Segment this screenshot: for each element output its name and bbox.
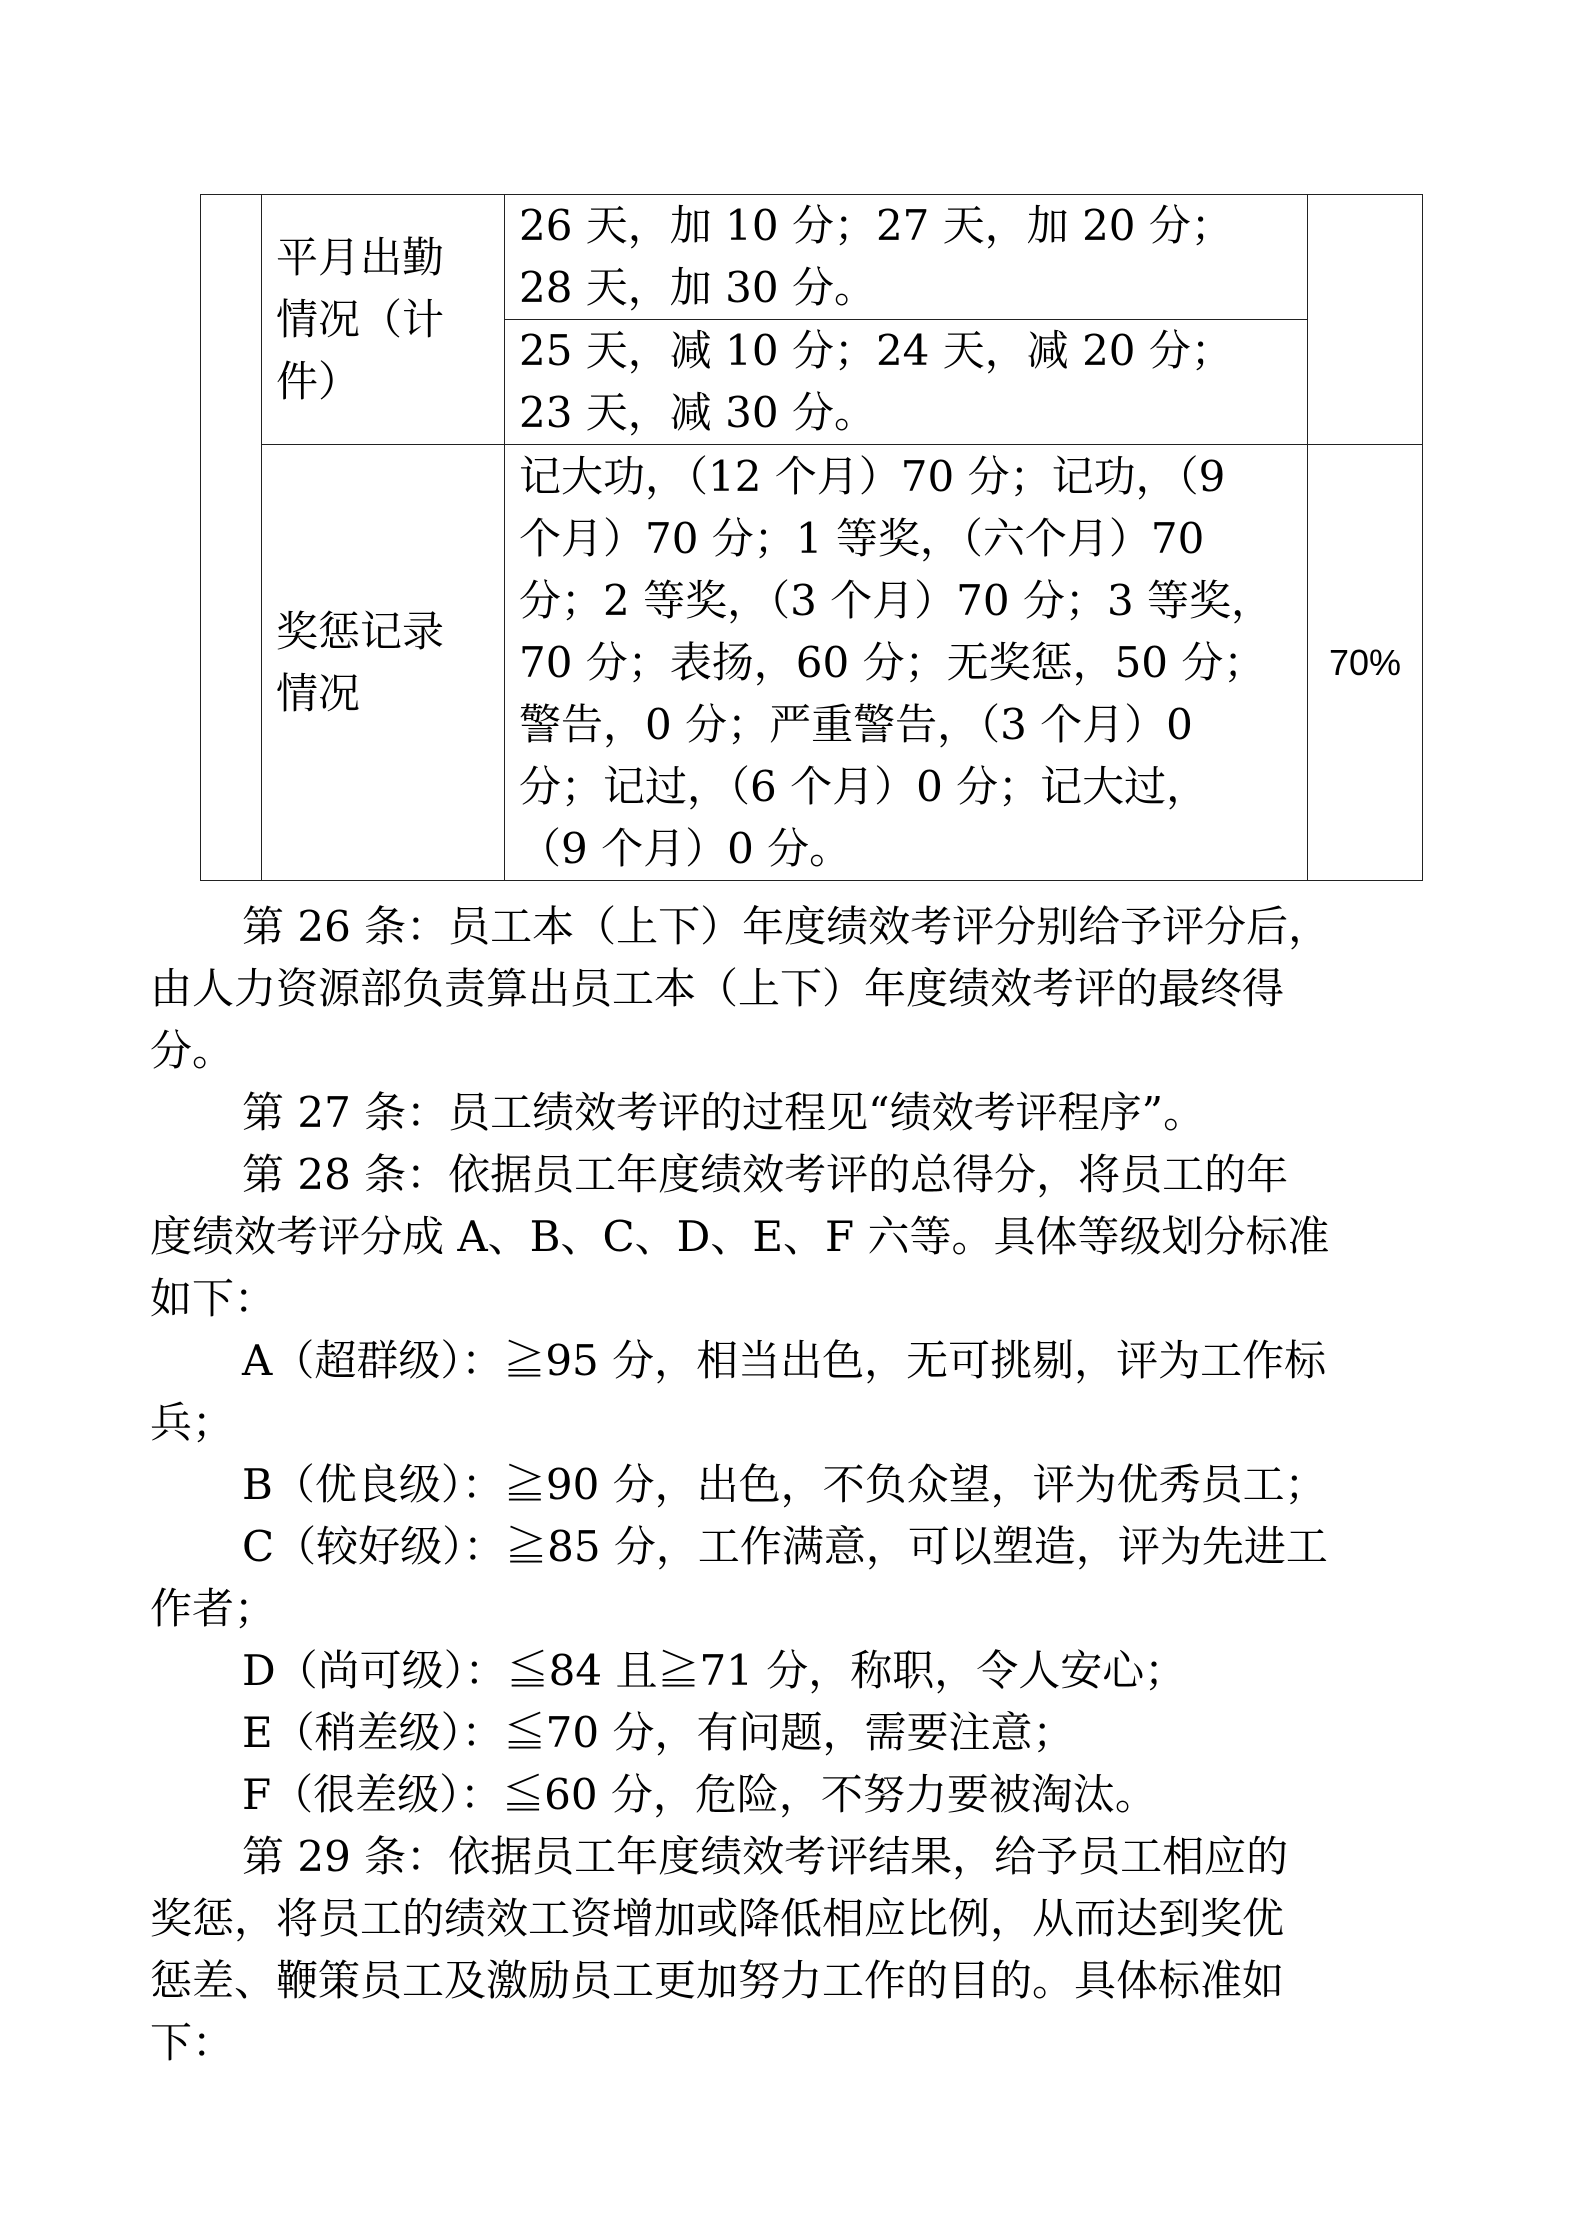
text-line: 下： — [150, 2018, 235, 2067]
table-row — [201, 445, 1423, 881]
cell-line: 26 天，加 10 分；27 天，加 20 分； — [519, 201, 1233, 250]
cell-line: （9 个月）0 分。 — [519, 823, 852, 873]
text-line: 第 28 条：依据员工年度绩效考评的总得分，将员工的年 — [242, 1150, 1289, 1199]
cell-line: 件） — [276, 356, 361, 406]
grade-f — [150, 1764, 1440, 1826]
cell-line: 情况（计 — [276, 294, 445, 344]
table-row — [201, 195, 1423, 320]
weight-cell: 70% — [1308, 445, 1423, 881]
text-line: D（尚可级）：≦84 且≧71 分，称职，令人安心； — [242, 1646, 1187, 1695]
cell-line: 28 天，加 30 分。 — [519, 263, 876, 312]
cell-line: 分；2 等奖，（3 个月）70 分；3 等奖， — [519, 575, 1274, 625]
cell-line: 情况 — [276, 668, 361, 718]
text-line: F（很差级）：≦60 分，危险，不努力要被淘汰。 — [242, 1770, 1157, 1819]
cell-line: 警告，0 分；严重警告，（3 个月）0 — [519, 699, 1193, 749]
text-line: B（优良级）：≧90 分，出色，不负众望，评为优秀员工； — [242, 1460, 1327, 1509]
grade-a — [150, 1330, 1440, 1454]
text-line: 分。 — [150, 1026, 235, 1075]
text-line: A（超群级）：≧95 分，相当出色，无可挑剔，评为工作标 — [242, 1336, 1327, 1385]
cell-line: 70 分；表扬，60 分；无奖惩，50 分； — [519, 637, 1266, 687]
text-line: 度绩效考评分成 A、B、C、D、E、F 六等。具体等级划分标准 — [150, 1212, 1330, 1261]
article-28 — [150, 1144, 1440, 1330]
grade-d — [150, 1640, 1440, 1702]
grade-c — [150, 1516, 1440, 1640]
text-line: 如下： — [150, 1274, 277, 1323]
text-line: 奖惩，将员工的绩效工资增加或降低相应比例，从而达到奖优 — [150, 1894, 1285, 1943]
text-line: 惩差、鞭策员工及激励员工更加努力工作的目的。具体标准如 — [150, 1956, 1285, 2005]
table-merged-cell — [201, 195, 262, 881]
text-line: 作者； — [150, 1584, 277, 1633]
attendance-label-cell — [262, 195, 505, 445]
cell-line: 23 天，减 30 分。 — [519, 388, 876, 437]
text-line: 兵； — [150, 1398, 235, 1447]
document-body — [150, 896, 1440, 2074]
article-27 — [150, 1082, 1440, 1144]
cell-line: 平月出勤 — [276, 232, 445, 282]
text-line: 第 27 条：员工绩效考评的过程见“绩效考评程序”。 — [242, 1088, 1206, 1137]
attendance-bonus-cell — [505, 195, 1308, 320]
text-line: 由人力资源部负责算出员工本（上下）年度绩效考评的最终得 — [150, 964, 1285, 1013]
attendance-penalty-cell — [505, 320, 1308, 445]
cell-line: 奖惩记录 — [276, 606, 445, 656]
text-line: E（稍差级）：≦70 分，有问题，需要注意； — [242, 1708, 1075, 1757]
article-29 — [150, 1826, 1440, 2074]
cell-line: 25 天，减 10 分；24 天，减 20 分； — [519, 326, 1233, 375]
reward-label-cell — [262, 445, 505, 881]
reward-rules-cell — [505, 445, 1308, 881]
grade-e — [150, 1702, 1440, 1764]
grade-b — [150, 1454, 1440, 1516]
evaluation-table — [200, 194, 1423, 881]
cell-line: 记大功，（12 个月）70 分；记功，（9 — [519, 451, 1226, 501]
empty-weight-cell — [1308, 195, 1423, 445]
text-line: 第 26 条：员工本（上下）年度绩效考评分别给予评分后， — [242, 902, 1331, 951]
text-line: C（较好级）：≧85 分，工作满意，可以塑造，评为先进工 — [242, 1522, 1328, 1571]
cell-line: 个月）70 分；1 等奖，（六个月）70 — [519, 513, 1205, 563]
cell-line: 分；记过，（6 个月）0 分；记大过， — [519, 761, 1209, 811]
text-line: 第 29 条：依据员工年度绩效考评结果，给予员工相应的 — [242, 1832, 1289, 1881]
article-26 — [150, 896, 1440, 1082]
